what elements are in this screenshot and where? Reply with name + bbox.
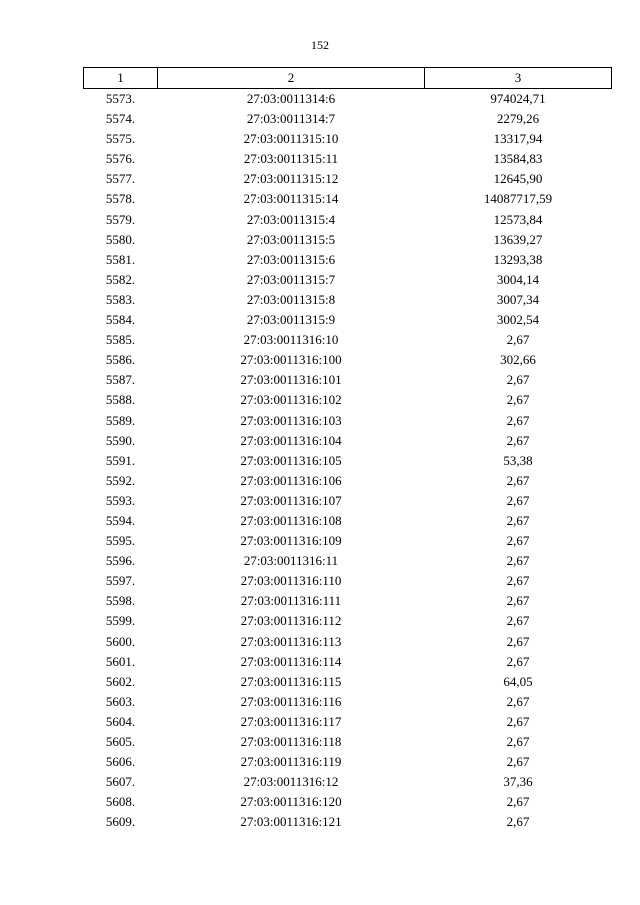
table-row bbox=[84, 511, 612, 531]
table-row bbox=[84, 210, 612, 230]
value-cell: 2,67 bbox=[506, 472, 530, 488]
row-number: 5580. bbox=[105, 231, 136, 247]
cadastral-number: 27:03:0011316:112 bbox=[240, 613, 342, 629]
cadastral-number: 27:03:0011315:4 bbox=[246, 211, 336, 227]
row-number: 5579. bbox=[105, 211, 136, 227]
cadastral-number: 27:03:0011315:12 bbox=[243, 171, 339, 187]
table-row bbox=[84, 772, 612, 792]
table-row bbox=[84, 89, 612, 110]
cadastral-number: 27:03:0011316:10 bbox=[243, 332, 339, 348]
table-row bbox=[84, 551, 612, 571]
cadastral-number: 27:03:0011315:14 bbox=[243, 191, 339, 207]
row-number: 5590. bbox=[105, 432, 136, 448]
cadastral-number: 27:03:0011316:121 bbox=[240, 814, 342, 830]
column-header-1: 1 bbox=[84, 68, 158, 89]
value-cell: 2,67 bbox=[506, 492, 530, 508]
table-row bbox=[84, 390, 612, 410]
row-number: 5578. bbox=[105, 191, 136, 207]
cadastral-number: 27:03:0011316:101 bbox=[240, 372, 342, 388]
value-cell: 13317,94 bbox=[493, 131, 543, 147]
cadastral-number: 27:03:0011315:7 bbox=[246, 271, 336, 287]
cadastral-number: 27:03:0011316:110 bbox=[240, 573, 342, 589]
table-row bbox=[84, 230, 612, 250]
cadastral-number: 27:03:0011316:117 bbox=[240, 713, 342, 729]
table-row bbox=[84, 270, 612, 290]
row-number: 5602. bbox=[105, 673, 136, 689]
table-row bbox=[84, 290, 612, 310]
table-row bbox=[84, 250, 612, 270]
row-number: 5585. bbox=[105, 332, 136, 348]
value-cell: 2,67 bbox=[506, 713, 530, 729]
row-number: 5607. bbox=[105, 774, 136, 790]
table-row bbox=[84, 571, 612, 591]
cadastral-number: 27:03:0011316:106 bbox=[240, 472, 342, 488]
row-number: 5600. bbox=[105, 633, 136, 649]
row-number: 5581. bbox=[105, 251, 136, 267]
cadastral-number: 27:03:0011316:12 bbox=[243, 774, 339, 790]
value-cell: 2,67 bbox=[506, 553, 530, 569]
table-row bbox=[84, 591, 612, 611]
cadastral-number: 27:03:0011315:6 bbox=[246, 251, 336, 267]
row-number: 5592. bbox=[105, 472, 136, 488]
row-number: 5591. bbox=[105, 452, 136, 468]
row-number: 5588. bbox=[105, 392, 136, 408]
value-cell: 53,38 bbox=[503, 452, 533, 468]
row-number: 5582. bbox=[105, 271, 136, 287]
value-cell: 13584,83 bbox=[493, 151, 543, 167]
value-cell: 2,67 bbox=[506, 653, 530, 669]
table-row bbox=[84, 451, 612, 471]
value-cell: 2,67 bbox=[506, 512, 530, 528]
table-row bbox=[84, 350, 612, 370]
table-row bbox=[84, 330, 612, 350]
table-row bbox=[84, 129, 612, 149]
value-cell: 3004,14 bbox=[496, 271, 540, 287]
row-number: 5589. bbox=[105, 412, 136, 428]
value-cell: 12573,84 bbox=[493, 211, 543, 227]
value-cell: 14087717,59 bbox=[483, 191, 553, 207]
cadastral-number: 27:03:0011315:8 bbox=[246, 291, 336, 307]
row-number: 5603. bbox=[105, 693, 136, 709]
row-number: 5573. bbox=[105, 91, 136, 106]
page-number: 152 bbox=[311, 38, 329, 52]
table-row bbox=[84, 732, 612, 752]
table-row bbox=[84, 611, 612, 631]
cadastral-number: 27:03:0011316:105 bbox=[240, 452, 342, 468]
value-cell: 2,67 bbox=[506, 372, 530, 388]
row-number: 5604. bbox=[105, 713, 136, 729]
value-cell: 3007,34 bbox=[496, 291, 540, 307]
row-number: 5606. bbox=[105, 754, 136, 770]
table-row bbox=[84, 431, 612, 451]
cadastral-number: 27:03:0011315:10 bbox=[243, 131, 339, 147]
row-number: 5576. bbox=[105, 151, 136, 167]
table-row bbox=[84, 531, 612, 551]
table-row bbox=[84, 692, 612, 712]
value-cell: 2,67 bbox=[506, 693, 530, 709]
value-cell: 2,67 bbox=[506, 593, 530, 609]
row-number: 5598. bbox=[105, 593, 136, 609]
column-header-2: 2 bbox=[158, 68, 425, 89]
value-cell: 2,67 bbox=[506, 412, 530, 428]
value-cell: 2,67 bbox=[506, 734, 530, 749]
row-number: 5605. bbox=[105, 734, 136, 749]
value-cell: 2,67 bbox=[506, 794, 530, 810]
row-number: 5609. bbox=[105, 814, 136, 830]
cadastral-number: 27:03:0011315:9 bbox=[246, 312, 336, 328]
row-number: 5574. bbox=[105, 111, 136, 127]
cadastral-number: 27:03:0011314:7 bbox=[246, 111, 336, 127]
table-row bbox=[84, 169, 612, 189]
cadastral-number: 27:03:0011316:109 bbox=[240, 533, 342, 549]
table-row bbox=[84, 812, 612, 832]
row-number: 5594. bbox=[105, 512, 136, 528]
value-cell: 2279,26 bbox=[496, 111, 540, 127]
cadastral-number: 27:03:0011315:5 bbox=[246, 231, 336, 247]
header-row bbox=[84, 68, 612, 89]
value-cell: 2,67 bbox=[506, 613, 530, 629]
table-row bbox=[84, 370, 612, 390]
value-cell: 2,67 bbox=[506, 633, 530, 649]
cadastral-number: 27:03:0011316:11 bbox=[243, 553, 339, 569]
row-number: 5586. bbox=[105, 352, 136, 368]
cadastral-number: 27:03:0011316:115 bbox=[240, 673, 342, 689]
value-cell: 2,67 bbox=[506, 432, 530, 448]
cadastral-number: 27:03:0011316:102 bbox=[240, 392, 342, 408]
value-cell: 37,36 bbox=[503, 774, 533, 790]
value-cell: 13293,38 bbox=[493, 251, 543, 267]
table-row bbox=[84, 632, 612, 652]
row-number: 5593. bbox=[105, 492, 136, 508]
row-number: 5608. bbox=[105, 794, 136, 810]
row-number: 5587. bbox=[105, 372, 136, 388]
table-row bbox=[84, 792, 612, 812]
table-row bbox=[84, 149, 612, 169]
row-number: 5583. bbox=[105, 291, 136, 307]
table-row bbox=[84, 491, 612, 511]
value-cell: 2,67 bbox=[506, 814, 530, 830]
cadastral-number: 27:03:0011316:104 bbox=[240, 432, 342, 448]
row-number: 5577. bbox=[105, 171, 136, 187]
table-row bbox=[84, 310, 612, 330]
table-row bbox=[84, 411, 612, 431]
table-row bbox=[84, 189, 612, 209]
table-row bbox=[84, 652, 612, 672]
cadastral-number: 27:03:0011316:119 bbox=[240, 754, 342, 770]
table-row bbox=[84, 471, 612, 491]
cadastral-number: 27:03:0011314:6 bbox=[246, 91, 336, 106]
table-row bbox=[84, 712, 612, 732]
value-cell: 2,67 bbox=[506, 573, 530, 589]
column-header-3: 3 bbox=[425, 68, 612, 89]
cadastral-number: 27:03:0011316:100 bbox=[240, 352, 342, 368]
cadastral-number: 27:03:0011316:108 bbox=[240, 512, 342, 528]
row-number: 5597. bbox=[105, 573, 136, 589]
row-number: 5596. bbox=[105, 553, 136, 569]
cadastral-number: 27:03:0011316:120 bbox=[240, 794, 342, 810]
data-table bbox=[83, 67, 612, 832]
value-cell: 12645,90 bbox=[493, 171, 543, 187]
value-cell: 2,67 bbox=[506, 754, 530, 770]
row-number: 5584. bbox=[105, 312, 136, 328]
table-header bbox=[84, 68, 612, 89]
row-number: 5595. bbox=[105, 533, 136, 549]
cadastral-number: 27:03:0011316:113 bbox=[240, 633, 342, 649]
cadastral-number: 27:03:0011316:107 bbox=[240, 492, 342, 508]
row-number: 5601. bbox=[105, 653, 136, 669]
value-cell: 2,67 bbox=[506, 533, 530, 549]
cadastral-number: 27:03:0011315:11 bbox=[243, 151, 339, 167]
value-cell: 2,67 bbox=[506, 392, 530, 408]
cadastral-number: 27:03:0011316:114 bbox=[240, 653, 342, 669]
row-number: 5575. bbox=[105, 131, 136, 147]
value-cell: 2,67 bbox=[506, 332, 530, 348]
value-cell: 974024,71 bbox=[490, 91, 546, 106]
row-number: 5599. bbox=[105, 613, 136, 629]
cadastral-number: 27:03:0011316:103 bbox=[240, 412, 342, 428]
cadastral-number: 27:03:0011316:111 bbox=[240, 593, 342, 609]
table-body bbox=[84, 89, 612, 833]
cadastral-number: 27:03:0011316:118 bbox=[240, 734, 342, 749]
table-row bbox=[84, 672, 612, 692]
value-cell: 64,05 bbox=[503, 673, 533, 689]
table-row bbox=[84, 109, 612, 129]
value-cell: 302,66 bbox=[500, 352, 536, 368]
value-cell: 13639,27 bbox=[493, 231, 543, 247]
table-row bbox=[84, 752, 612, 772]
value-cell: 3002,54 bbox=[496, 312, 540, 328]
cadastral-number: 27:03:0011316:116 bbox=[240, 693, 342, 709]
